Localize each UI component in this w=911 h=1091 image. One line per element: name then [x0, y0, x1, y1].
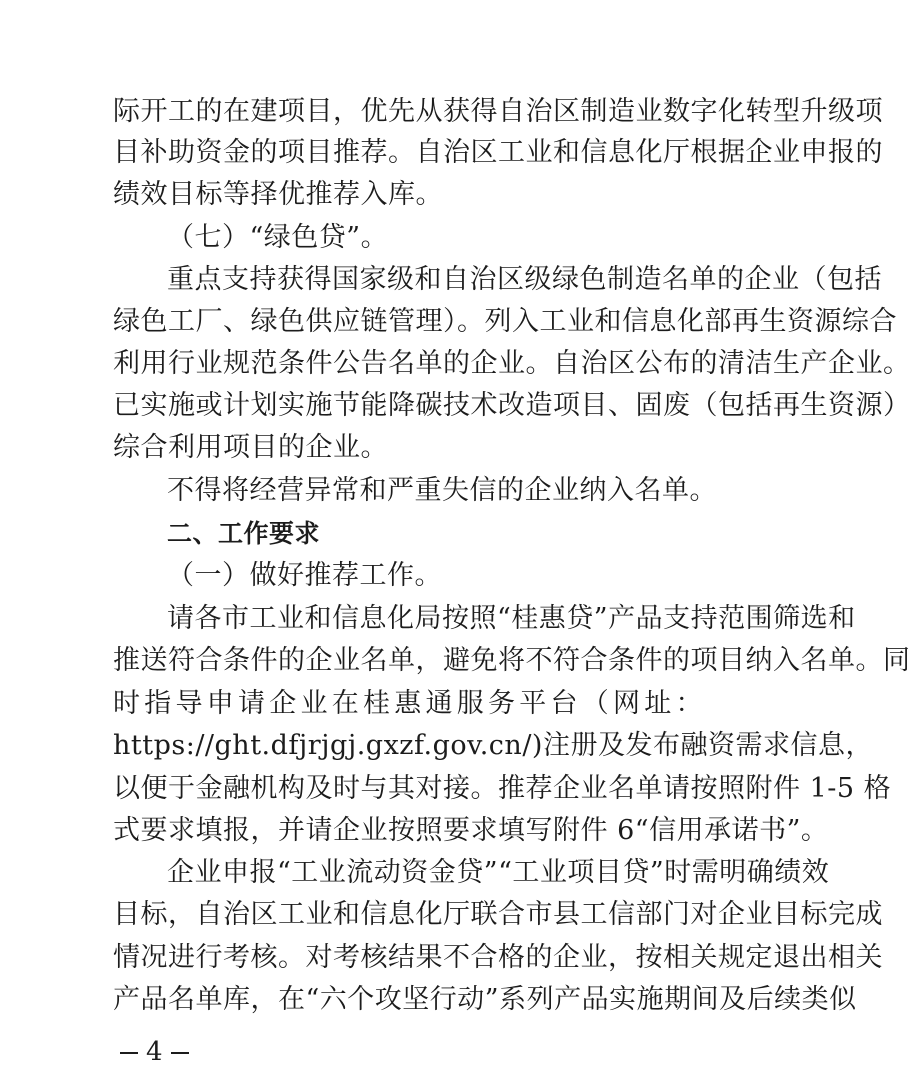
paragraph-line: 式要求填报，并请企业按照要求填写附件 6“信用承诺书”。: [113, 815, 829, 846]
page-number: [112, 1030, 197, 1074]
paragraph-line: 情况进行考核。对考核结果不合格的企业，按相关规定退出相关: [113, 942, 883, 973]
paragraph-line: https://ght.dfjrjgj.gxzf.gov.cn/)注册及发布融资需求信息，: [113, 730, 873, 761]
chapter-heading: 二、工作要求: [167, 519, 321, 548]
page-number-value: 4: [146, 1037, 163, 1067]
page-number-dash-left: [120, 1052, 138, 1054]
paragraph-line: 推送符合条件的企业名单，避免将不符合条件的项目纳入名单。同: [113, 645, 911, 676]
paragraph-line: 目补助资金的项目推荐。自治区工业和信息化厅根据企业申报的: [113, 137, 883, 168]
paragraph-line: 以便于金融机构及时与其对接。推荐企业名单请按照附件 1-5 格: [113, 773, 892, 804]
paragraph-line: 绿色工厂、绿色供应链管理）。列入工业和信息化部再生资源综合: [113, 306, 897, 337]
paragraph-line: 产品名单库，在“六个攻坚行动”系列产品实施期间及后续类似: [113, 984, 857, 1015]
paragraph-line: 时指导申请企业在桂惠通服务平台（网址：: [113, 688, 703, 719]
paragraph-line: 已实施或计划实施节能降碳技术改造项目、固废（包括再生资源）: [113, 390, 911, 421]
paragraph-line: 绩效目标等择优推荐入库。: [113, 179, 443, 210]
paragraph-line: 不得将经营异常和严重失信的企业纳入名单。: [167, 475, 717, 506]
paragraph-line: 目标，自治区工业和信息化厅联合市县工信部门对企业目标完成: [113, 899, 883, 930]
paragraph-line: 请各市工业和信息化局按照“桂惠贷”产品支持范围筛选和: [167, 603, 856, 634]
page-number-dash-right: [171, 1052, 189, 1054]
section-heading: （七）“绿色贷”。: [167, 222, 389, 253]
paragraph-line: 际开工的在建项目，优先从获得自治区制造业数字化转型升级项: [113, 96, 883, 127]
paragraph-line: 利用行业规范条件公告名单的企业。自治区公布的清洁生产企业。: [113, 348, 911, 379]
paragraph-line: 综合利用项目的企业。: [113, 432, 388, 463]
paragraph-line: 企业申报“工业流动资金贷”“工业项目贷”时需明确绩效: [167, 857, 830, 888]
paragraph-line: 重点支持获得国家级和自治区级绿色制造名单的企业（包括: [167, 264, 882, 295]
section-heading: （一）做好推荐工作。: [167, 560, 442, 591]
